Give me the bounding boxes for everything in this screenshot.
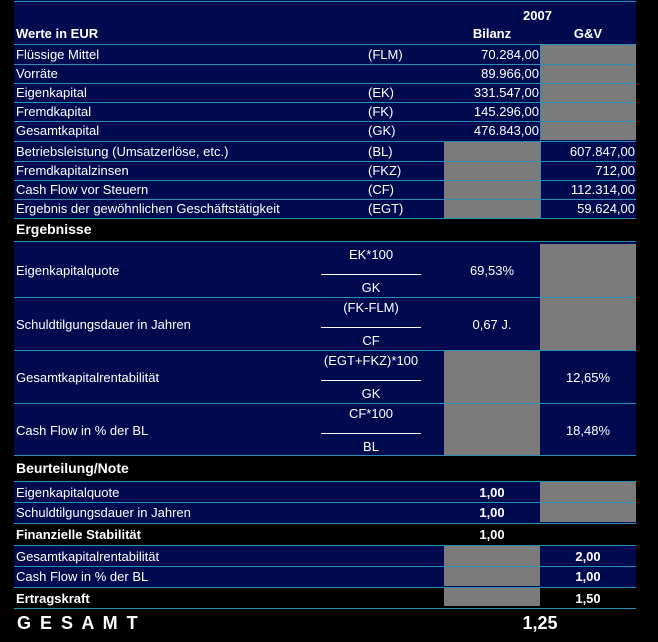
note-label-ertragskraft: Ertragskraft xyxy=(16,591,90,606)
gesamt-value: 1,25 xyxy=(522,613,558,633)
row-bilanz-value: 145.296,00 xyxy=(473,104,539,119)
grid-line xyxy=(14,608,636,609)
grid-line xyxy=(14,199,636,200)
row-guv-value: 112.314,00 xyxy=(570,182,635,197)
guv-gray-top xyxy=(540,44,636,140)
grid-line xyxy=(14,1,636,2)
formula-denominator: GK xyxy=(361,386,381,401)
grid-line xyxy=(14,297,636,298)
grid-line xyxy=(14,141,636,142)
ergebnis-bilanz-value: 69,53% xyxy=(469,263,515,278)
formula-denominator: CF xyxy=(362,333,380,348)
row-label: Ergebnis der gewöhnlichen Geschäftstätigkeit xyxy=(16,201,280,216)
row-guv-value: 59.624,00 xyxy=(577,201,635,216)
ertragskraft-bilanz-gray xyxy=(444,588,540,606)
note-label-ekquote: Eigenkapitalquote xyxy=(16,485,120,500)
ergebnis-label: Schuldtilgungsdauer in Jahren xyxy=(16,317,191,332)
row-label: Gesamtkapital xyxy=(16,123,100,138)
ergebnis-label: Eigenkapitalquote xyxy=(16,263,120,278)
row-label: Fremdkapitalzinsen xyxy=(16,163,129,178)
row-label: Cash Flow vor Steuern xyxy=(16,182,149,197)
row-label: Vorräte xyxy=(16,66,58,81)
ergebnisse-title: Ergebnisse xyxy=(16,221,92,237)
row-abbr: (BL) xyxy=(368,144,393,159)
row-abbr: (EK) xyxy=(368,85,394,100)
col-bilanz-header: Bilanz xyxy=(472,26,512,41)
grid-line xyxy=(14,64,636,65)
grid-line xyxy=(14,218,636,219)
ergebnis-bilanz-value: 0,67 J. xyxy=(472,317,512,332)
ergebnis-guv-value: 18,48% xyxy=(565,423,611,438)
row-label: Betriebsleistung (Umsatzerlöse, etc.) xyxy=(16,144,229,159)
beurteilung-title: Beurteilung/Note xyxy=(16,460,129,476)
grid-line xyxy=(14,121,636,122)
grid-line xyxy=(14,241,636,242)
formula-numerator: (EGT+FKZ)*100 xyxy=(323,353,419,368)
grid-line xyxy=(14,566,636,567)
formula-numerator: (FK-FLM) xyxy=(343,300,399,315)
grid-line xyxy=(14,83,636,84)
grid-line xyxy=(14,403,636,404)
row-guv-value: 607.847,00 xyxy=(569,144,635,159)
fraction-bar xyxy=(321,274,421,275)
note-label-schuldtilgung: Schuldtilgungsdauer in Jahren xyxy=(16,505,191,520)
formula-denominator: BL xyxy=(363,439,379,454)
ergebnis-label: Gesamtkapitalrentabilität xyxy=(16,370,160,385)
note-label-cashflow: Cash Flow in % der BL xyxy=(16,569,149,584)
note-value-ertragskraft: 1,50 xyxy=(575,591,601,606)
row-label: Eigenkapital xyxy=(16,85,87,100)
row-abbr: (EGT) xyxy=(368,201,404,216)
ergebnis-label: Cash Flow in % der BL xyxy=(16,423,149,438)
formula-denominator: GK xyxy=(361,280,381,295)
row-bilanz-value: 331.547,00 xyxy=(473,85,539,100)
formula-numerator: CF*100 xyxy=(348,406,394,421)
year-header: 2007 xyxy=(523,8,552,23)
grid-line xyxy=(14,587,636,588)
row-bilanz-value: 89.966,00 xyxy=(481,66,539,81)
grid-line xyxy=(14,502,636,503)
col-guv-header: G&V xyxy=(573,26,603,41)
gesamt-label: G E S A M T xyxy=(17,613,140,633)
row-abbr: (GK) xyxy=(368,123,396,138)
fraction-bar xyxy=(321,327,421,328)
grid-line xyxy=(14,161,636,162)
row-label: Fremdkapital xyxy=(16,104,92,119)
row-guv-value: 712,00 xyxy=(595,163,635,178)
grid-line xyxy=(14,102,636,103)
note-value-schuldtilgung: 1,00 xyxy=(479,505,505,520)
row-label: Flüssige Mittel xyxy=(16,47,100,62)
fraction-bar xyxy=(321,380,421,381)
grid-line xyxy=(14,545,636,546)
grid-line xyxy=(14,180,636,181)
row-abbr: (FLM) xyxy=(368,47,403,62)
grid-line xyxy=(14,455,636,456)
grid-line xyxy=(14,44,636,45)
row-bilanz-value: 476.843,00 xyxy=(473,123,539,138)
note-value-ekquote: 1,00 xyxy=(479,485,505,500)
formula-numerator: EK*100 xyxy=(348,247,394,262)
kennzahlen-sheet xyxy=(14,0,636,642)
grid-line xyxy=(14,523,636,524)
note-value-cashflow: 1,00 xyxy=(575,569,601,584)
row-bilanz-value: 70.284,00 xyxy=(481,47,539,62)
note-label-gkrentabilitaet: Gesamtkapitalrentabilität xyxy=(16,549,160,564)
row-abbr: (CF) xyxy=(368,182,394,197)
note-label-finanzielle-stabilitaet: Finanzielle Stabilität xyxy=(16,527,141,542)
row-abbr: (FKZ) xyxy=(368,163,402,178)
grid-line xyxy=(14,350,636,351)
grid-line xyxy=(14,481,636,482)
fraction-bar xyxy=(321,433,421,434)
ergebnis-guv-value: 12,65% xyxy=(565,370,611,385)
note-value-finanzielle-stabilitaet: 1,00 xyxy=(479,527,505,542)
row-abbr: (FK) xyxy=(368,104,394,119)
table-title: Werte in EUR xyxy=(16,26,99,41)
note-value-gkrentabilitaet: 2,00 xyxy=(575,549,601,564)
